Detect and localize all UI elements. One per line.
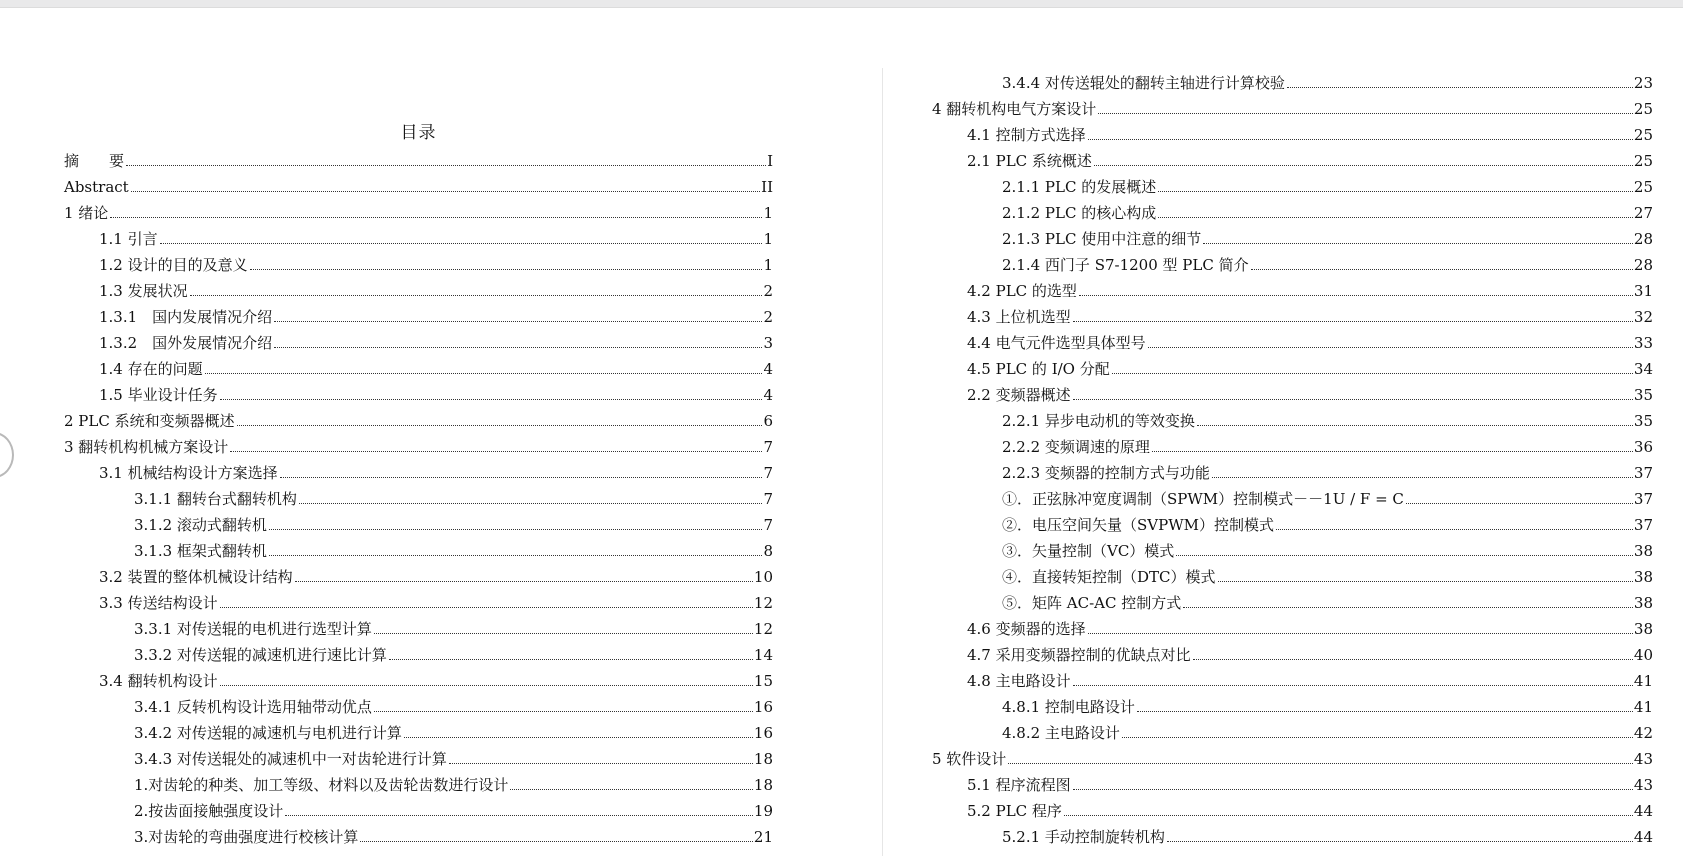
toc-list-left bbox=[64, 146, 773, 848]
toc-dot-leader bbox=[110, 217, 762, 218]
toc-entry-text: 4.8.2 主电路设计 bbox=[1002, 724, 1120, 742]
toc-dot-leader bbox=[274, 321, 762, 322]
toc-entry[interactable] bbox=[64, 484, 773, 510]
toc-dot-leader bbox=[1148, 347, 1633, 348]
toc-entry-page: 8 bbox=[763, 542, 773, 560]
toc-entry-page: 36 bbox=[1633, 438, 1653, 456]
toc-entry[interactable] bbox=[64, 432, 773, 458]
toc-entry-page: 16 bbox=[753, 724, 773, 742]
toc-entry-text: 4.3 上位机选型 bbox=[967, 308, 1071, 326]
toc-entry-page: 38 bbox=[1633, 568, 1653, 586]
toc-entry[interactable] bbox=[64, 562, 773, 588]
toc-entry[interactable] bbox=[64, 250, 773, 276]
toc-entry-text: 4.5 PLC 的 I/O 分配 bbox=[967, 360, 1110, 378]
toc-entry-text: 4.8 主电路设计 bbox=[967, 672, 1071, 690]
toc-entry[interactable] bbox=[932, 666, 1653, 692]
toc-entry-text: 摘 要 bbox=[64, 152, 125, 170]
toc-dot-leader bbox=[269, 555, 763, 556]
toc-entry-page: 34 bbox=[1633, 360, 1653, 378]
toc-entry[interactable] bbox=[932, 406, 1653, 432]
toc-entry-page: 14 bbox=[753, 646, 773, 664]
toc-dot-leader bbox=[1183, 607, 1633, 608]
toc-entry-text: 4.6 变频器的选择 bbox=[967, 620, 1086, 638]
toc-entry-page: 12 bbox=[753, 620, 773, 638]
toc-entry-page: 35 bbox=[1633, 412, 1653, 430]
toc-dot-leader bbox=[205, 373, 763, 374]
toc-dot-leader bbox=[1088, 633, 1633, 634]
toc-entry-page: 28 bbox=[1633, 256, 1653, 274]
toc-entry[interactable] bbox=[64, 588, 773, 614]
toc-entry[interactable] bbox=[932, 614, 1653, 640]
toc-entry[interactable] bbox=[64, 510, 773, 536]
toc-dot-leader bbox=[126, 165, 766, 166]
toc-entry[interactable] bbox=[932, 380, 1653, 406]
toc-entry-text: 4.7 采用变频器控制的优缺点对比 bbox=[967, 646, 1191, 664]
toc-entry-text: 5.1 程序流程图 bbox=[967, 776, 1071, 794]
toc-dot-leader bbox=[1079, 295, 1633, 296]
toc-entry-page: 38 bbox=[1633, 620, 1653, 638]
toc-entry-page: 23 bbox=[1633, 74, 1653, 92]
toc-dot-leader bbox=[1203, 243, 1633, 244]
toc-entry[interactable] bbox=[932, 718, 1653, 744]
toc-entry-page: 7 bbox=[763, 490, 773, 508]
toc-entry[interactable] bbox=[932, 744, 1653, 770]
toc-entry-page: II bbox=[761, 178, 773, 196]
toc-entry-text: 3.对齿轮的弯曲强度进行校核计算 bbox=[134, 828, 359, 846]
toc-entry-page: 7 bbox=[763, 464, 773, 482]
toc-entry-text: 3.2 装置的整体机械设计结构 bbox=[99, 568, 293, 586]
toc-entry[interactable] bbox=[64, 640, 773, 666]
toc-entry-page: I bbox=[767, 152, 773, 170]
toc-entry-page: 37 bbox=[1633, 516, 1653, 534]
toc-entry[interactable] bbox=[932, 796, 1653, 822]
toc-entry[interactable] bbox=[932, 198, 1653, 224]
toc-entry-page: 43 bbox=[1633, 750, 1653, 768]
toc-entry[interactable] bbox=[64, 146, 773, 172]
toc-dot-leader bbox=[295, 581, 753, 582]
scroll-handle[interactable] bbox=[0, 432, 14, 478]
toc-dot-leader bbox=[190, 295, 763, 296]
toc-dot-leader bbox=[237, 425, 763, 426]
toc-entry-page: 4 bbox=[763, 360, 773, 378]
toc-entry[interactable] bbox=[932, 588, 1653, 614]
toc-entry-text: 3.3 传送结构设计 bbox=[99, 594, 218, 612]
toc-entry-text: 1.5 毕业设计任务 bbox=[99, 386, 218, 404]
toc-entry-text: 4.4 电气元件选型具体型号 bbox=[967, 334, 1146, 352]
toc-entry-text: 2.1 PLC 系统概述 bbox=[967, 152, 1092, 170]
toc-dot-leader bbox=[1251, 269, 1633, 270]
toc-entry-page: 21 bbox=[753, 828, 773, 846]
toc-dot-leader bbox=[404, 737, 753, 738]
toc-entry-text: 5.2.1 手动控制旋转机构 bbox=[1002, 828, 1165, 846]
toc-entry-page: 7 bbox=[763, 438, 773, 456]
toc-entry-page: 18 bbox=[753, 776, 773, 794]
toc-entry[interactable] bbox=[932, 328, 1653, 354]
toc-entry-text: 4.8.1 控制电路设计 bbox=[1002, 698, 1135, 716]
toc-entry-text: 3.4.3 对传送辊处的减速机中一对齿轮进行计算 bbox=[134, 750, 447, 768]
toc-entry[interactable] bbox=[932, 510, 1653, 536]
toc-entry-text: ①．正弦脉冲宽度调制（SPWM）控制模式－－1U / F = C bbox=[1002, 490, 1404, 508]
toc-entry[interactable] bbox=[932, 458, 1653, 484]
toc-entry[interactable] bbox=[64, 458, 773, 484]
toc-entry-page: 41 bbox=[1633, 672, 1653, 690]
toc-entry[interactable] bbox=[64, 718, 773, 744]
toc-entry[interactable] bbox=[932, 484, 1653, 510]
toc-entry-page: 1 bbox=[763, 256, 773, 274]
toc-entry[interactable] bbox=[932, 562, 1653, 588]
toc-entry-text: 1.4 存在的问题 bbox=[99, 360, 203, 378]
toc-dot-leader bbox=[1112, 373, 1633, 374]
toc-entry[interactable] bbox=[64, 536, 773, 562]
toc-entry-page: 38 bbox=[1633, 542, 1653, 560]
toc-entry-page: 44 bbox=[1633, 802, 1653, 820]
toc-entry[interactable] bbox=[932, 250, 1653, 276]
toc-entry-page: 1 bbox=[763, 230, 773, 248]
toc-entry-page: 12 bbox=[753, 594, 773, 612]
toc-entry[interactable] bbox=[64, 276, 773, 302]
toc-entry-text: 1 绪论 bbox=[64, 204, 109, 222]
toc-entry-page: 37 bbox=[1633, 464, 1653, 482]
toc-dot-leader bbox=[374, 711, 753, 712]
toc-dot-leader bbox=[1212, 477, 1633, 478]
toc-entry-page: 31 bbox=[1633, 282, 1653, 300]
toc-dot-leader bbox=[389, 659, 753, 660]
toc-dot-leader bbox=[1094, 165, 1633, 166]
toc-dot-leader bbox=[299, 503, 763, 504]
toc-dot-leader bbox=[285, 815, 753, 816]
toc-dot-leader bbox=[374, 633, 753, 634]
window-top-bar bbox=[0, 0, 1683, 8]
toc-dot-leader bbox=[360, 841, 753, 842]
toc-entry-page: 25 bbox=[1633, 126, 1653, 144]
toc-entry-text: 1.3 发展状况 bbox=[99, 282, 188, 300]
toc-entry[interactable] bbox=[64, 224, 773, 250]
toc-dot-leader bbox=[1218, 581, 1633, 582]
toc-entry-text: ③．矢量控制（VC）模式 bbox=[1002, 542, 1175, 560]
toc-dot-leader bbox=[1197, 425, 1633, 426]
toc-entry[interactable] bbox=[64, 770, 773, 796]
toc-entry-text: 3 翻转机构机械方案设计 bbox=[64, 438, 229, 456]
toc-dot-leader bbox=[1287, 87, 1633, 88]
toc-entry-text: ⑤．矩阵 AC-AC 控制方式 bbox=[1002, 594, 1182, 612]
toc-entry-text: Abstract bbox=[64, 178, 129, 196]
toc-dot-leader bbox=[1064, 815, 1633, 816]
toc-entry-page: 44 bbox=[1633, 828, 1653, 846]
toc-entry-page: 28 bbox=[1633, 230, 1653, 248]
toc-entry-text: 3.1.3 框架式翻转机 bbox=[134, 542, 267, 560]
toc-entry-page: 40 bbox=[1633, 646, 1653, 664]
toc-dot-leader bbox=[1176, 555, 1633, 556]
toc-entry-page: 10 bbox=[753, 568, 773, 586]
toc-entry-page: 2 bbox=[763, 308, 773, 326]
toc-entry[interactable] bbox=[932, 302, 1653, 328]
toc-entry-page: 38 bbox=[1633, 594, 1653, 612]
toc-entry-page: 25 bbox=[1633, 100, 1653, 118]
toc-entry-text: 2.按齿面接触强度设计 bbox=[134, 802, 284, 820]
toc-entry[interactable] bbox=[932, 432, 1653, 458]
toc-entry-page: 15 bbox=[753, 672, 773, 690]
toc-dot-leader bbox=[269, 529, 763, 530]
toc-entry[interactable] bbox=[932, 224, 1653, 250]
toc-entry[interactable] bbox=[64, 614, 773, 640]
toc-entry[interactable] bbox=[932, 770, 1653, 796]
toc-list-right bbox=[932, 68, 1653, 848]
toc-entry-text: 2.2 变频器概述 bbox=[967, 386, 1071, 404]
toc-dot-leader bbox=[274, 347, 762, 348]
toc-entry-text: 1.3.1 国内发展情况介绍 bbox=[99, 308, 273, 326]
toc-dot-leader bbox=[220, 607, 753, 608]
toc-entry-page: 25 bbox=[1633, 178, 1653, 196]
toc-dot-leader bbox=[1008, 763, 1633, 764]
toc-dot-leader bbox=[1158, 217, 1633, 218]
toc-entry[interactable] bbox=[932, 354, 1653, 380]
toc-entry-page: 19 bbox=[753, 802, 773, 820]
toc-entry-text: 1.1 引言 bbox=[99, 230, 158, 248]
toc-entry[interactable] bbox=[932, 120, 1653, 146]
toc-dot-leader bbox=[1098, 113, 1633, 114]
toc-entry-page: 27 bbox=[1633, 204, 1653, 222]
toc-entry[interactable] bbox=[64, 380, 773, 406]
toc-entry-text: 4 翻转机构电气方案设计 bbox=[932, 100, 1097, 118]
toc-entry-page: 43 bbox=[1633, 776, 1653, 794]
toc-entry-text: 2.1.1 PLC 的发展概述 bbox=[1002, 178, 1157, 196]
toc-dot-leader bbox=[1073, 685, 1633, 686]
toc-entry-text: 1.2 设计的目的及意义 bbox=[99, 256, 248, 274]
toc-entry-page: 37 bbox=[1633, 490, 1653, 508]
toc-entry-text: 4.1 控制方式选择 bbox=[967, 126, 1086, 144]
toc-entry-text: 2.2.2 变频调速的原理 bbox=[1002, 438, 1150, 456]
toc-dot-leader bbox=[1088, 139, 1633, 140]
toc-dot-leader bbox=[1167, 841, 1633, 842]
toc-entry-text: 3.1.1 翻转台式翻转机构 bbox=[134, 490, 297, 508]
toc-entry[interactable] bbox=[932, 94, 1653, 120]
toc-entry[interactable] bbox=[932, 822, 1653, 848]
toc-entry-page: 4 bbox=[763, 386, 773, 404]
toc-entry-text: 2 PLC 系统和变频器概述 bbox=[64, 412, 235, 430]
toc-entry[interactable] bbox=[64, 822, 773, 848]
toc-entry[interactable] bbox=[932, 146, 1653, 172]
toc-entry[interactable] bbox=[64, 354, 773, 380]
toc-entry-text: 3.4.4 对传送辊处的翻转主轴进行计算校验 bbox=[1002, 74, 1285, 92]
toc-entry-page: 16 bbox=[753, 698, 773, 716]
toc-dot-leader bbox=[1406, 503, 1633, 504]
toc-page-right bbox=[932, 68, 1653, 848]
toc-entry-page: 25 bbox=[1633, 152, 1653, 170]
toc-entry-text: 4.2 PLC 的选型 bbox=[967, 282, 1077, 300]
page-divider bbox=[882, 68, 883, 856]
toc-entry-text: 3.4.2 对传送辊的减速机与电机进行计算 bbox=[134, 724, 402, 742]
toc-dot-leader bbox=[1276, 529, 1633, 530]
toc-dot-leader bbox=[230, 451, 762, 452]
toc-entry-text: 2.2.1 异步电动机的等效变换 bbox=[1002, 412, 1195, 430]
toc-dot-leader bbox=[1073, 789, 1633, 790]
toc-page-left bbox=[64, 121, 773, 848]
toc-entry-text: ②．电压空间矢量（SVPWM）控制模式 bbox=[1002, 516, 1274, 534]
toc-entry-page: 6 bbox=[763, 412, 773, 430]
toc-entry[interactable] bbox=[64, 172, 773, 198]
toc-dot-leader bbox=[510, 789, 753, 790]
toc-entry-page: 33 bbox=[1633, 334, 1653, 352]
toc-entry-text: 3.1 机械结构设计方案选择 bbox=[99, 464, 278, 482]
toc-entry[interactable] bbox=[932, 536, 1653, 562]
toc-entry-page: 42 bbox=[1633, 724, 1653, 742]
toc-entry-page: 41 bbox=[1633, 698, 1653, 716]
toc-dot-leader bbox=[1152, 451, 1633, 452]
toc-entry[interactable] bbox=[64, 198, 773, 224]
toc-entry-text: 3.3.2 对传送辊的减速机进行速比计算 bbox=[134, 646, 387, 664]
toc-dot-leader bbox=[449, 763, 753, 764]
toc-entry[interactable] bbox=[64, 406, 773, 432]
toc-entry[interactable] bbox=[64, 692, 773, 718]
toc-dot-leader bbox=[220, 399, 763, 400]
toc-entry-text: 3.4.1 反转机构设计选用轴带动优点 bbox=[134, 698, 372, 716]
toc-entry-page: 2 bbox=[763, 282, 773, 300]
toc-entry[interactable] bbox=[64, 328, 773, 354]
toc-dot-leader bbox=[1193, 659, 1633, 660]
toc-dot-leader bbox=[220, 685, 753, 686]
toc-entry[interactable] bbox=[932, 68, 1653, 94]
toc-entry-page: 3 bbox=[763, 334, 773, 352]
toc-entry[interactable] bbox=[932, 172, 1653, 198]
toc-entry-page: 32 bbox=[1633, 308, 1653, 326]
toc-entry-page: 7 bbox=[763, 516, 773, 534]
toc-entry[interactable] bbox=[64, 744, 773, 770]
toc-entry-text: 2.1.4 西门子 S7-1200 型 PLC 简介 bbox=[1002, 256, 1249, 274]
toc-entry-page: 18 bbox=[753, 750, 773, 768]
toc-dot-leader bbox=[1122, 737, 1633, 738]
toc-entry-text: 1.3.2 国外发展情况介绍 bbox=[99, 334, 273, 352]
toc-dot-leader bbox=[280, 477, 763, 478]
toc-entry[interactable] bbox=[932, 692, 1653, 718]
toc-entry[interactable] bbox=[64, 666, 773, 692]
toc-entry-text: 3.3.1 对传送辊的电机进行选型计算 bbox=[134, 620, 372, 638]
toc-dot-leader bbox=[1073, 321, 1633, 322]
toc-entry-text: 1.对齿轮的种类、加工等级、材料以及齿轮齿数进行设计 bbox=[134, 776, 509, 794]
toc-entry[interactable] bbox=[64, 302, 773, 328]
toc-entry-text: ④．直接转矩控制（DTC）模式 bbox=[1002, 568, 1216, 586]
toc-entry-text: 3.4 翻转机构设计 bbox=[99, 672, 218, 690]
toc-entry-text: 2.1.3 PLC 使用中注意的细节 bbox=[1002, 230, 1202, 248]
toc-dot-leader bbox=[1158, 191, 1633, 192]
toc-entry[interactable] bbox=[64, 796, 773, 822]
toc-entry-page: 1 bbox=[763, 204, 773, 222]
toc-entry-text: 3.1.2 滚动式翻转机 bbox=[134, 516, 267, 534]
toc-dot-leader bbox=[1137, 711, 1633, 712]
toc-entry-text: 2.2.3 变频器的控制方式与功能 bbox=[1002, 464, 1210, 482]
toc-dot-leader bbox=[250, 269, 763, 270]
toc-dot-leader bbox=[131, 191, 760, 192]
toc-entry-text: 5 软件设计 bbox=[932, 750, 1007, 768]
toc-dot-leader bbox=[160, 243, 763, 244]
toc-entry-page: 35 bbox=[1633, 386, 1653, 404]
toc-entry-text: 2.1.2 PLC 的核心构成 bbox=[1002, 204, 1157, 222]
toc-dot-leader bbox=[1073, 399, 1633, 400]
toc-entry[interactable] bbox=[932, 276, 1653, 302]
toc-entry[interactable] bbox=[932, 640, 1653, 666]
toc-entry-text: 5.2 PLC 程序 bbox=[967, 802, 1062, 820]
toc-title: 目录 bbox=[400, 123, 437, 143]
